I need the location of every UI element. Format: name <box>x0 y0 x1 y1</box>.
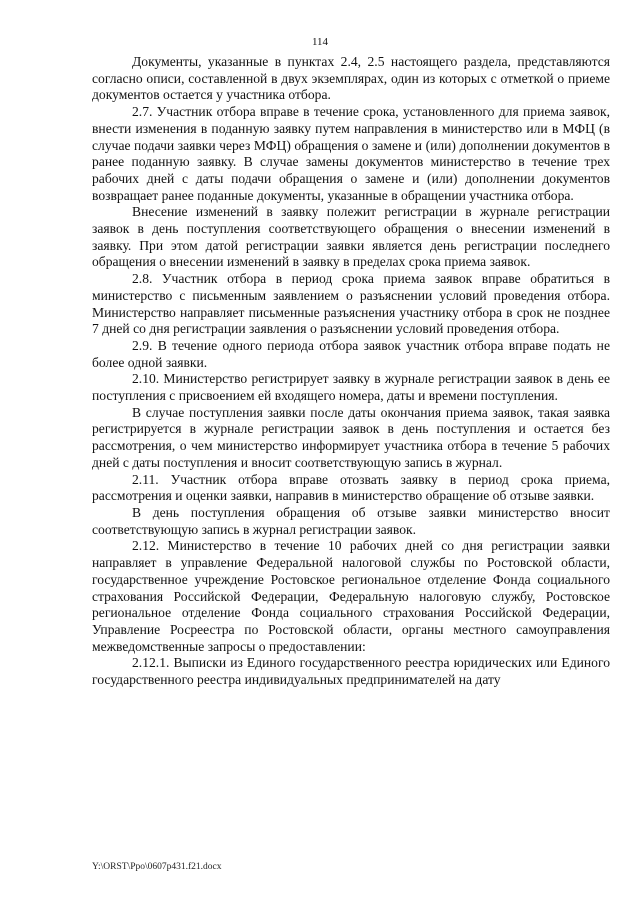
paragraph: 2.7. Участник отбора вправе в течение срока, установленного для приема заявок, внести изменения в поданную заявку путем направления в министерство или в МФЦ (в случае подачи заявки через МФЦ) обращения о замене и (или) дополнении документов в ранее поданную заявку. В случае замены документов министерство в течение трех рабочих дней с даты подачи обращения о замене и (или) дополнении документов возвращает ранее поданные документы, указанные в обращении участника отбора. <box>92 104 610 203</box>
paragraph: 2.12.1. Выписки из Единого государственного реестра юридических или Единого государственного реестра индивидуальных предпринимателей на дату <box>92 655 610 688</box>
paragraph: В день поступления обращения об отзыве заявки министерство вносит соответствующую запись в журнал регистрации заявок. <box>92 504 610 537</box>
page-number: 114 <box>311 36 329 48</box>
paragraph: Документы, указанные в пунктах 2.4, 2.5 настоящего раздела, представляются согласно описи, составленной в двух экземплярах, один из которых с отметкой о приеме документов остается у участника отбора. <box>92 54 610 103</box>
paragraph: 2.8. Участник отбора в период срока приема заявок вправе обратиться в министерство с письменным заявлением о разъяснении условий проведения отбора. Министерство направляет письменные разъяснения участнику отбора в срок не позднее 7 дней со дня регистрации заявления о разъяснении условий проведения отбора. <box>92 271 610 337</box>
footer-file-path: Y:\ORST\Ppo\0607p431.f21.docx <box>92 862 222 872</box>
paragraph: Внесение изменений в заявку полежит регистрации в журнале регистрации заявок в день поступления соответствующего обращения о внесении изменений в заявку. При этом датой регистрации заявки является день регистрации последнего обращения о внесении изменений в заявку в пределах срока приема заявок. <box>92 204 610 270</box>
paragraph: 2.11. Участник отбора вправе отозвать заявку в период срока приема, рассмотрения и оценки заявки, направив в министерство обращение об отзыве заявки. <box>92 471 610 504</box>
paragraph: В случае поступления заявки после даты окончания приема заявок, такая заявка регистрируется в журнале регистрации заявок в день поступления и остается без рассмотрения, о чем министерство информирует участника отбора в течение 5 рабочих дней с даты поступления и вносит соответствующую запись в журнал. <box>92 404 610 470</box>
document-body <box>92 54 610 689</box>
paragraph: 2.10. Министерство регистрирует заявку в журнале регистрации заявок в день ее поступления с присвоением ей входящего номера, даты и времени поступления. <box>92 371 610 404</box>
paragraph: 2.12. Министерство в течение 10 рабочих дней со дня регистрации заявки направляет в управление Федеральной налоговой службы по Ростовской области, государственное учреждение Ростовское региональное отделение Фонда социального страхования Российской Федерации, Федеральную налоговую службу, Ростовское региональное отделение Фонда социального страхования Российской Федерации, Управление Росреестра по Ростовской области, органы местного самоуправления межведомственные запросы о предоставлении: <box>92 538 610 654</box>
paragraph: 2.9. В течение одного периода отбора заявок участник отбора вправе подать не более одной заявки. <box>92 337 610 370</box>
